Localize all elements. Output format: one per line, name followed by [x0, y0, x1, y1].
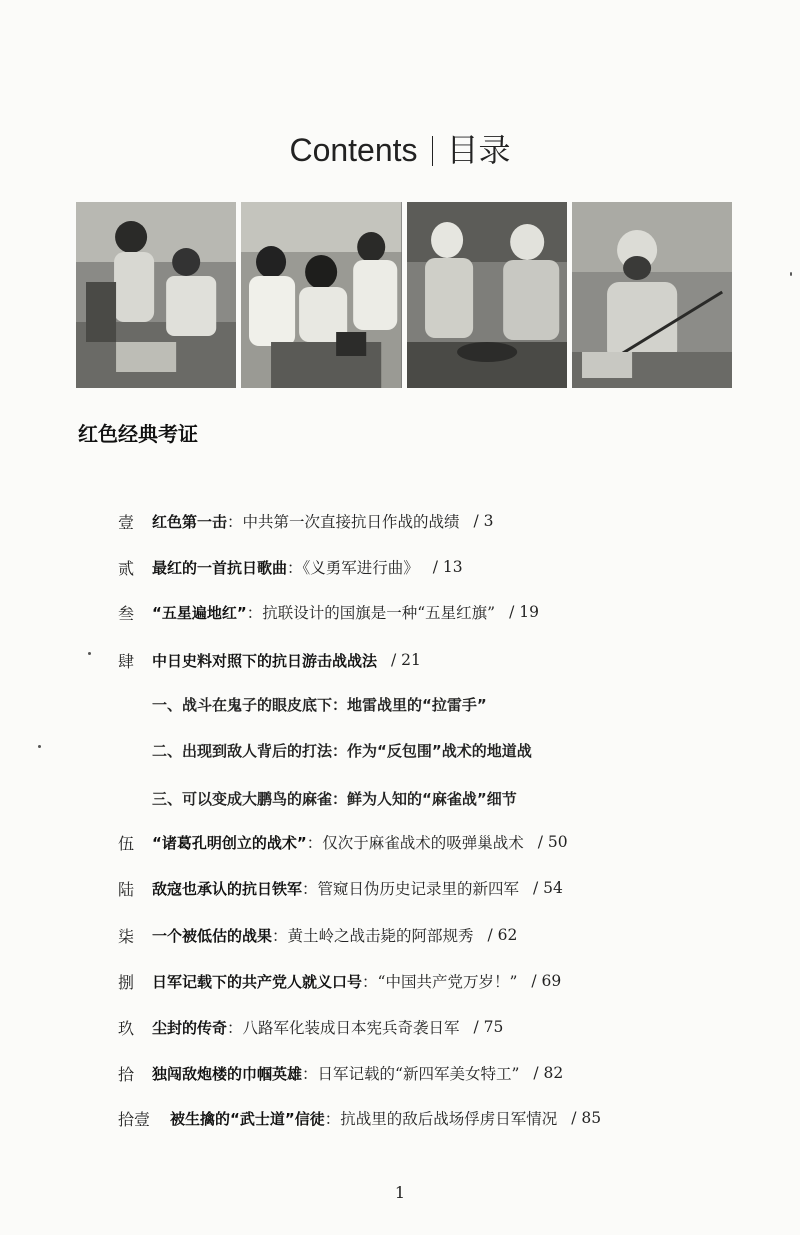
entry-page: / 19 — [509, 603, 539, 621]
subentry-title: 一、战斗在鬼子的眼皮底下：地雷战里的“拉雷手” — [152, 695, 487, 714]
toc-entry[interactable] — [118, 920, 517, 950]
toc-entry[interactable] — [118, 552, 463, 582]
photo-4 — [572, 202, 732, 388]
entry-subtitle: ：中共第一次直接抗日作战的战绩 — [227, 513, 460, 531]
entry-subtitle: ：日军记载的“新四军美女特工” — [302, 1065, 520, 1083]
title-chinese: 目录 — [446, 132, 511, 168]
entry-title: 日军记载下的共产党人就义口号 — [152, 972, 363, 991]
photo-1 — [76, 202, 236, 388]
toc-subentry[interactable] — [152, 783, 517, 813]
entry-page: / 69 — [531, 972, 562, 990]
entry-page: / 62 — [487, 926, 518, 944]
page-title — [0, 125, 800, 171]
entry-subtitle: ：抗战里的敌后战场俘虏日军情况 — [324, 1110, 558, 1128]
toc-entry[interactable] — [118, 827, 568, 857]
entry-page: / 75 — [473, 1018, 504, 1036]
entry-title: 敌寇也承认的抗日铁军 — [152, 879, 303, 898]
photo-strip — [76, 202, 732, 388]
entry-page: / 3 — [473, 512, 494, 530]
entry-title: 中日史料对照下的抗日游击战战法 — [152, 651, 378, 670]
entry-page: / 21 — [391, 651, 421, 669]
toc-subentry[interactable] — [152, 689, 487, 719]
entry-title: “诸葛孔明创立的战术” — [152, 833, 307, 852]
entry-number: 拾壹 — [118, 1109, 151, 1129]
entry-title: 一个被低估的战果 — [152, 926, 273, 945]
subentry-title: 三、可以变成大鹏鸟的麻雀：鲜为人知的“麻雀战”细节 — [152, 789, 517, 808]
entry-title: 红色第一击 — [152, 512, 228, 531]
entry-page: / 50 — [537, 833, 568, 851]
section-heading: 红色经典考证 — [78, 422, 198, 446]
entry-subtitle: ：黄土岭之战击毙的阿部规秀 — [272, 927, 474, 945]
toc-subentry[interactable] — [152, 735, 532, 765]
entry-title: 被生擒的“武士道”信徒 — [170, 1109, 325, 1128]
entry-title: “五星遍地红” — [152, 603, 247, 622]
entry-page: / 85 — [571, 1109, 602, 1127]
entry-subtitle: ：抗联设计的国旗是一种“五星红旗” — [246, 604, 496, 622]
entry-title: 独闯敌炮楼的巾帼英雄 — [152, 1064, 303, 1083]
entry-subtitle: ：八路军化装成日本宪兵奇袭日军 — [227, 1019, 460, 1037]
title-divider — [432, 136, 433, 166]
entry-number: 叁 — [118, 603, 135, 623]
entry-number: 伍 — [118, 833, 135, 853]
entry-number: 陆 — [118, 879, 135, 899]
entry-subtitle: ：《义勇军进行曲》 — [287, 559, 419, 577]
toc-entry[interactable] — [118, 966, 561, 996]
toc-entry[interactable] — [118, 1103, 601, 1133]
entry-title: 最红的一首抗日歌曲 — [152, 558, 288, 577]
photo-3 — [407, 202, 567, 388]
entry-number: 柒 — [118, 926, 135, 946]
entry-page: / 82 — [533, 1064, 564, 1082]
toc-entry[interactable] — [118, 873, 563, 903]
entry-number: 拾 — [118, 1064, 135, 1084]
scan-speck — [790, 272, 792, 276]
subentry-title: 二、出现到敌人背后的打法：作为“反包围”战术的地道战 — [152, 741, 532, 760]
entry-number: 玖 — [118, 1018, 135, 1038]
scan-speck — [88, 652, 91, 655]
page-number: 1 — [394, 1183, 406, 1202]
entry-subtitle: ：管窥日伪历史记录里的新四军 — [302, 880, 520, 898]
scan-speck — [38, 745, 41, 748]
entry-title: 尘封的传奇 — [152, 1018, 228, 1037]
entry-page: / 54 — [533, 879, 563, 897]
entry-subtitle: ：仅次于麻雀战术的吸弹巢战术 — [306, 834, 524, 852]
entry-number: 捌 — [118, 972, 135, 992]
toc-entry[interactable] — [118, 1012, 503, 1042]
entry-page: / 13 — [432, 558, 463, 576]
title-english: Contents — [289, 132, 418, 168]
entry-subtitle: ：“中国共产党万岁！” — [362, 973, 518, 991]
entry-number: 贰 — [118, 558, 135, 578]
toc-entry[interactable] — [118, 597, 539, 627]
toc-entry[interactable] — [118, 1058, 563, 1088]
photo-2 — [241, 202, 401, 388]
toc-entry[interactable] — [118, 506, 494, 536]
toc-entry[interactable] — [118, 645, 421, 675]
entry-number: 壹 — [118, 512, 135, 532]
entry-number: 肆 — [118, 651, 135, 671]
